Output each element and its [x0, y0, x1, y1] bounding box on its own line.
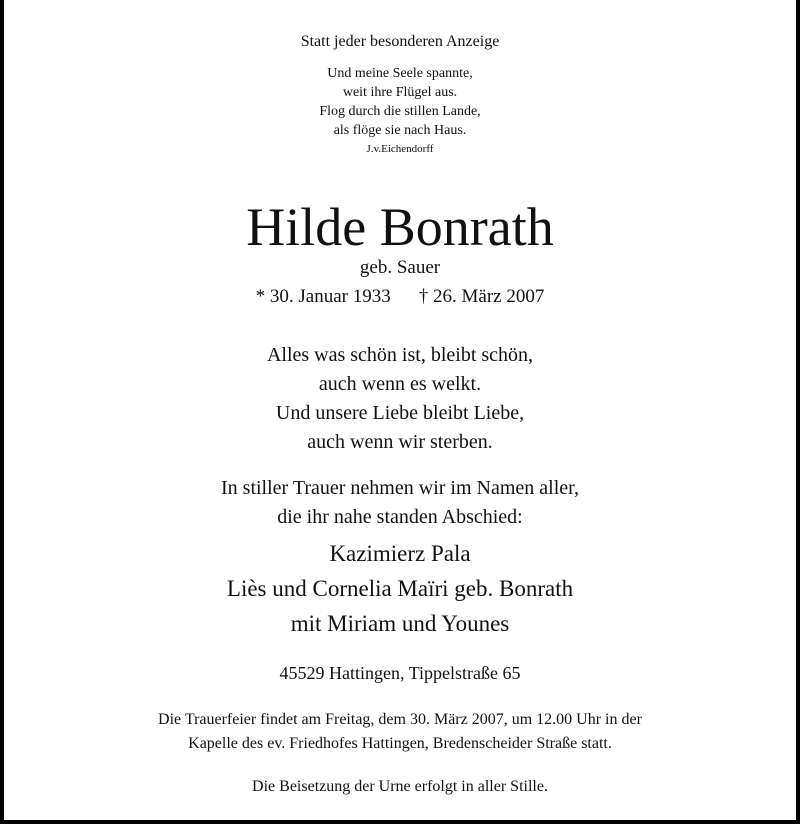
poem-line: Und meine Seele spannte,: [327, 66, 473, 81]
family-line: Kazimierz Pala: [329, 541, 471, 566]
poem: [4, 64, 796, 159]
urn-note: Die Beisetzung der Urne erfolgt in aller Stille.: [252, 778, 548, 795]
poem-line: weit ihre Flügel aus.: [342, 85, 458, 100]
verse: [4, 341, 796, 457]
verse-line: auch wenn wir sterben.: [307, 431, 493, 453]
mourning-line: die ihr nahe standen Abschied:: [277, 506, 523, 528]
birth-date: * 30. Januar 1933: [255, 286, 391, 307]
deceased-name: Hilde Bonrath: [246, 197, 554, 257]
ceremony-info: [4, 708, 796, 756]
lead-line: Statt jeder besonderen Anzeige: [300, 33, 500, 50]
mourning-text: [4, 474, 796, 532]
birth-name: geb. Sauer: [359, 257, 441, 278]
verse-line: auch wenn es welkt.: [318, 373, 482, 395]
ceremony-line: Die Trauerfeier findet am Freitag, dem 30. März 2007, um 12.00 Uhr in der: [158, 711, 642, 728]
poem-author: J.v.Eichendorff: [366, 143, 434, 155]
family-names: [4, 536, 796, 641]
mourning-line: In stiller Trauer nehmen wir im Namen aller,: [221, 477, 579, 499]
poem-line: als flöge sie nach Haus.: [333, 123, 467, 138]
poem-line: Flog durch die stillen Lande,: [319, 104, 481, 119]
death-date: † 26. März 2007: [418, 286, 545, 307]
address: 45529 Hattingen, Tippelstraße 65: [279, 663, 521, 683]
verse-line: Und unsere Liebe bleibt Liebe,: [275, 402, 525, 424]
life-dates: [4, 286, 796, 308]
family-line: Liès und Cornelia Maïri geb. Bonrath: [226, 576, 574, 601]
family-line: mit Miriam und Younes: [290, 611, 510, 636]
verse-line: Alles was schön ist, bleibt schön,: [266, 344, 534, 366]
ceremony-line: Kapelle des ev. Friedhofes Hattingen, Bredenscheider Straße statt.: [188, 735, 612, 752]
